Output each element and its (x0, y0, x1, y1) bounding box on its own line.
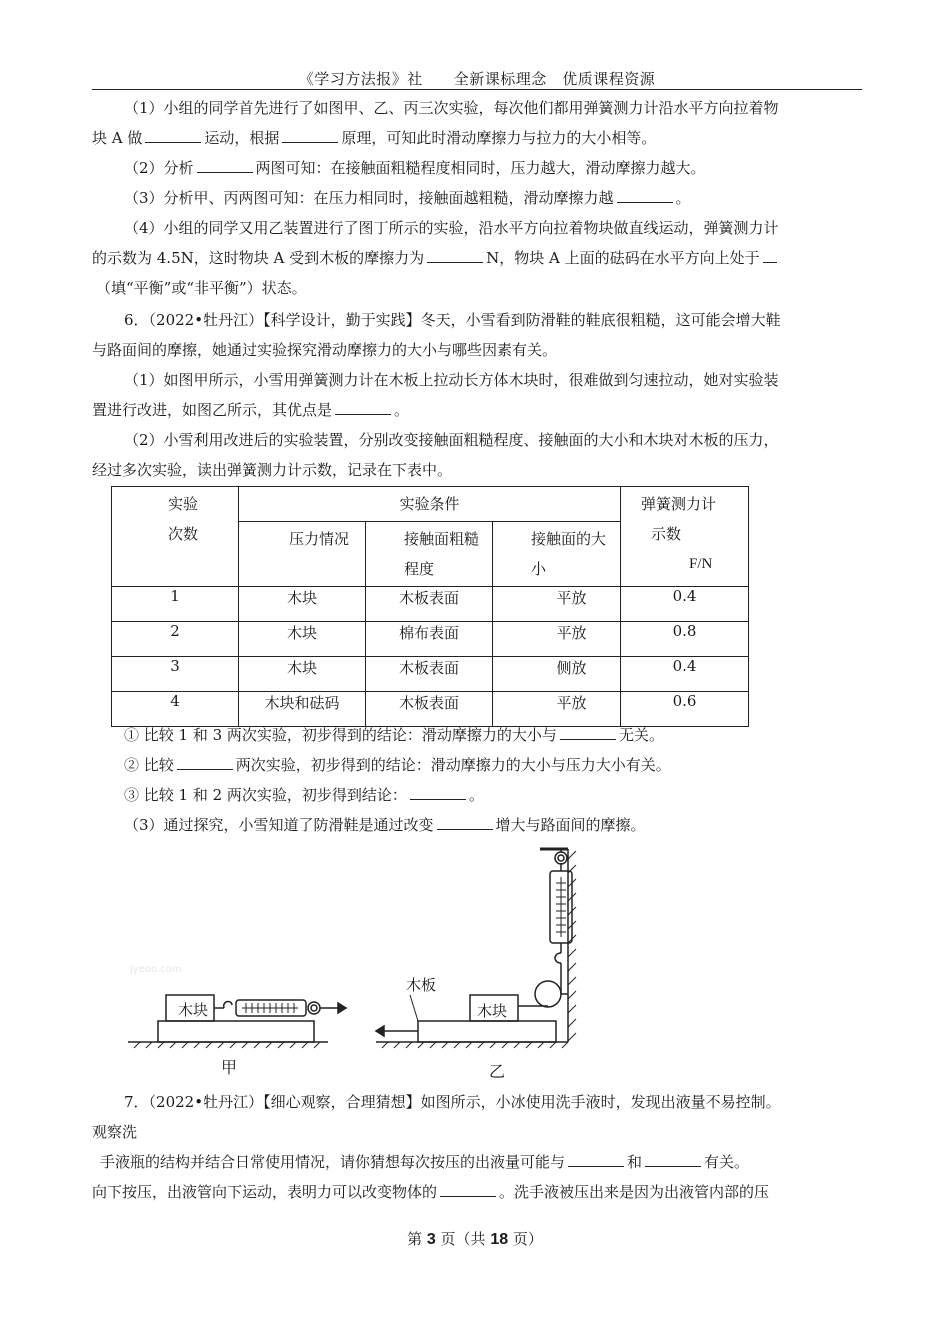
q6-p1-text2: 。 (394, 401, 410, 419)
cell-size: 平放 (493, 622, 621, 657)
q6-intro-line2: 与路面间的摩擦，她通过实验探究滑动摩擦力的大小与哪些因素有关。 (92, 341, 558, 359)
cell-trial: 2 (112, 622, 239, 657)
answer-blank[interactable] (197, 156, 253, 173)
answer-blank[interactable] (440, 1180, 496, 1197)
q7-text4: 向下按压，出液管向下运动，表明力可以改变物体的 (92, 1183, 438, 1201)
q6-c2-text2: 两次实验，初步得到的结论：滑动摩擦力的大小与压力大小有关。 (235, 756, 671, 774)
q7-line3 (92, 1147, 862, 1177)
footer-prefix: 第 (407, 1230, 427, 1248)
q6-p3-text1: （3）通过探究，小雪知道了防滑鞋是通过改变 (124, 816, 434, 834)
answer-blank[interactable] (645, 1150, 701, 1167)
answer-blank[interactable] (177, 753, 233, 770)
table-header-row (112, 487, 749, 522)
page-total: 18 (490, 1231, 509, 1248)
header-size-line2: 小 (531, 560, 547, 578)
answer-blank[interactable] (437, 813, 493, 830)
cell-pressure: 木块 (239, 657, 366, 692)
experiment-figure (120, 845, 600, 1085)
header-pressure-text: 压力情况 (289, 530, 350, 548)
q6-p1-text1: 置进行改进，如图乙所示，其优点是 (92, 401, 333, 419)
q5-part1-line2 (92, 123, 862, 153)
q6-c1-text2: 无关。 (618, 726, 664, 744)
q6-c3-text2: 。 (468, 786, 484, 804)
answer-blank[interactable] (427, 246, 483, 263)
answer-blank[interactable] (560, 723, 616, 740)
cell-roughness: 木板表面 (366, 657, 493, 692)
page-footer (0, 1228, 950, 1249)
q5-part3-line (92, 183, 862, 213)
q5-part4-line2 (92, 243, 862, 273)
experiment-table (111, 486, 749, 727)
q5-part2-text1: （2）分析 (124, 159, 194, 177)
header-conditions (239, 487, 621, 522)
cell-size: 平放 (493, 587, 621, 622)
header-size-line1: 接触面的大 (531, 530, 607, 548)
header-pressure (239, 522, 366, 587)
cell-force: 0.6 (621, 692, 749, 727)
q6-conclusions (92, 720, 862, 840)
q5-part4-line1: （4）小组的同学又用乙装置进行了图丁所示的实验，沿水平方向拉着物块做直线运动，弹簧测力计 (124, 219, 779, 237)
wood-block-a-label: 木块 (178, 1001, 209, 1019)
header-force-line2: 示数 (651, 525, 682, 543)
q6-intro-line1: 6．（2022•牡丹江）【科学设计，勤于实践】冬天，小雪看到防滑鞋的鞋底很粗糙，这可能会增大鞋 (124, 311, 781, 329)
header-trial (112, 487, 239, 587)
header-trial-line1: 实验 (168, 495, 199, 513)
header-trial-line2: 次数 (168, 525, 199, 543)
q6-p3-line (92, 810, 862, 840)
figure-caption-a: 甲 (221, 1058, 238, 1077)
table-row (112, 622, 749, 657)
board-pull-arrow (376, 1026, 418, 1036)
cell-trial: 1 (112, 587, 239, 622)
header-rule (92, 89, 862, 90)
table-row (112, 587, 749, 622)
q6-p2-line1: （2）小雪利用改进后的实验装置，分别改变接触面粗糙程度、接触面的大小和木块对木板的压力， (124, 431, 779, 449)
cell-size: 平放 (493, 692, 621, 727)
q5-part1-text3: 原理，可知此时滑动摩擦力与拉力的大小相等。 (341, 129, 657, 147)
q6-c2-text1: ② 比较 (124, 756, 174, 774)
q5-part1-line1: （1）小组的同学首先进行了如图甲、乙、丙三次实验，每次他们都用弹簧测力计沿水平方向拉着物 (124, 99, 779, 117)
answer-blank[interactable] (617, 186, 673, 203)
answer-blank[interactable] (568, 1150, 624, 1167)
answer-blank[interactable] (410, 783, 466, 800)
page-number: 3 (426, 1231, 436, 1248)
q7-text3: 有关。 (704, 1153, 750, 1171)
q5-part4-text2: N，物块 A 上面的砝码在水平方向上处于 (486, 249, 760, 267)
q6-conclusion-1 (92, 720, 862, 750)
cell-roughness: 木板表面 (366, 692, 493, 727)
q6-conclusion-2 (92, 750, 862, 780)
header-force (621, 487, 749, 587)
answer-blank[interactable] (145, 126, 201, 143)
q5-part2-line (92, 153, 862, 183)
q5-part3-text1: （3）分析甲、丙两图可知：在压力相同时，接触面越粗糙，滑动摩擦力越 (124, 189, 614, 207)
table-hatch-b (382, 1042, 568, 1048)
page-header: 《学习方法报》社 全新课标理念 优质课程资源 (298, 70, 656, 88)
q7-line4 (92, 1177, 862, 1207)
cell-roughness: 木板表面 (366, 587, 493, 622)
footer-middle: 页（共 (435, 1230, 491, 1248)
cell-pressure: 木块和砝码 (239, 692, 366, 727)
q7-block (92, 1087, 862, 1207)
board-label-leader (410, 995, 418, 1021)
cell-roughness: 棉布表面 (366, 622, 493, 657)
q6-p2-line2: 经过多次实验，读出弹簧测力计示数，记录在下表中。 (92, 461, 453, 479)
q5-part3-text2: 。 (675, 189, 691, 207)
q7-text2: 和 (627, 1153, 643, 1171)
cell-size: 侧放 (493, 657, 621, 692)
q6-conclusion-3 (92, 780, 862, 810)
cell-force: 0.8 (621, 622, 749, 657)
footer-suffix: 页） (508, 1230, 543, 1248)
q7-text1: 手液瓶的结构并结合日常使用情况，请你猜想每次按压的出液量可能与 (100, 1153, 566, 1171)
header-roughness-line2: 程度 (404, 560, 435, 578)
q5-part2-text2: 两图可知：在接触面粗糙程度相同时，压力越大，滑动摩擦力越大。 (255, 159, 706, 177)
q7-text5: 。洗手液被压出来是因为出液管内部的压 (499, 1183, 770, 1201)
board-a (158, 1021, 314, 1042)
q6-p1-line2 (92, 395, 862, 425)
cell-trial: 4 (112, 692, 239, 727)
q7-line1: 7．（2022•牡丹江）【细心观察，合理猜想】如图所示，小冰使用洗手液时，发现出液量不易控制。 (124, 1093, 781, 1111)
q5-part1-text1: 块 A 做 (92, 129, 143, 147)
cell-trial: 3 (112, 657, 239, 692)
board-label: 木板 (406, 976, 437, 994)
header-force-line1: 弹簧测力计 (641, 495, 717, 513)
cell-force: 0.4 (621, 657, 749, 692)
spring-scale-a (214, 1000, 346, 1016)
q6-c3-text1: ③ 比较 1 和 2 两次实验，初步得到结论： (124, 786, 407, 804)
q6-block (92, 305, 862, 485)
q5-part4-text1: 的示数为 4.5N，这时物块 A 受到木板的摩擦力为 (92, 249, 425, 267)
cell-pressure: 木块 (239, 587, 366, 622)
q6-p1-line1: （1）如图甲所示，小雪用弹簧测力计在木板上拉动长方体木块时，很难做到匀速拉动，她对实验装 (124, 371, 779, 389)
q5-block (92, 93, 862, 303)
answer-blank[interactable] (335, 398, 391, 415)
q5-part4-line3: （填“平衡”或“非平衡”）状态。 (96, 279, 307, 297)
header-conditions-text: 实验条件 (399, 495, 460, 513)
board-b (418, 1021, 556, 1042)
wood-block-b-label: 木块 (477, 1002, 508, 1020)
header-roughness (366, 522, 493, 587)
figure-caption-b: 乙 (489, 1062, 506, 1081)
figure-watermark: jyeoo.com (130, 964, 182, 975)
header-roughness-line1: 接触面粗糙 (404, 530, 480, 548)
table-row (112, 657, 749, 692)
header-size (493, 522, 621, 587)
cell-pressure: 木块 (239, 622, 366, 657)
table-hatch-a (134, 1042, 320, 1048)
answer-blank[interactable] (763, 246, 777, 263)
pulley (518, 963, 568, 1007)
wall-b (540, 849, 576, 1042)
cell-force: 0.4 (621, 587, 749, 622)
answer-blank[interactable] (282, 126, 338, 143)
q6-c1-text1: ① 比较 1 和 3 两次实验，初步得到的结论：滑动摩擦力的大小与 (124, 726, 557, 744)
q7-line2: 观察洗 (92, 1123, 138, 1141)
q6-p3-text2: 增大与路面间的摩擦。 (495, 816, 646, 834)
q5-part1-text2: 运动，根据 (204, 129, 280, 147)
header-force-unit: F/N (689, 556, 713, 572)
